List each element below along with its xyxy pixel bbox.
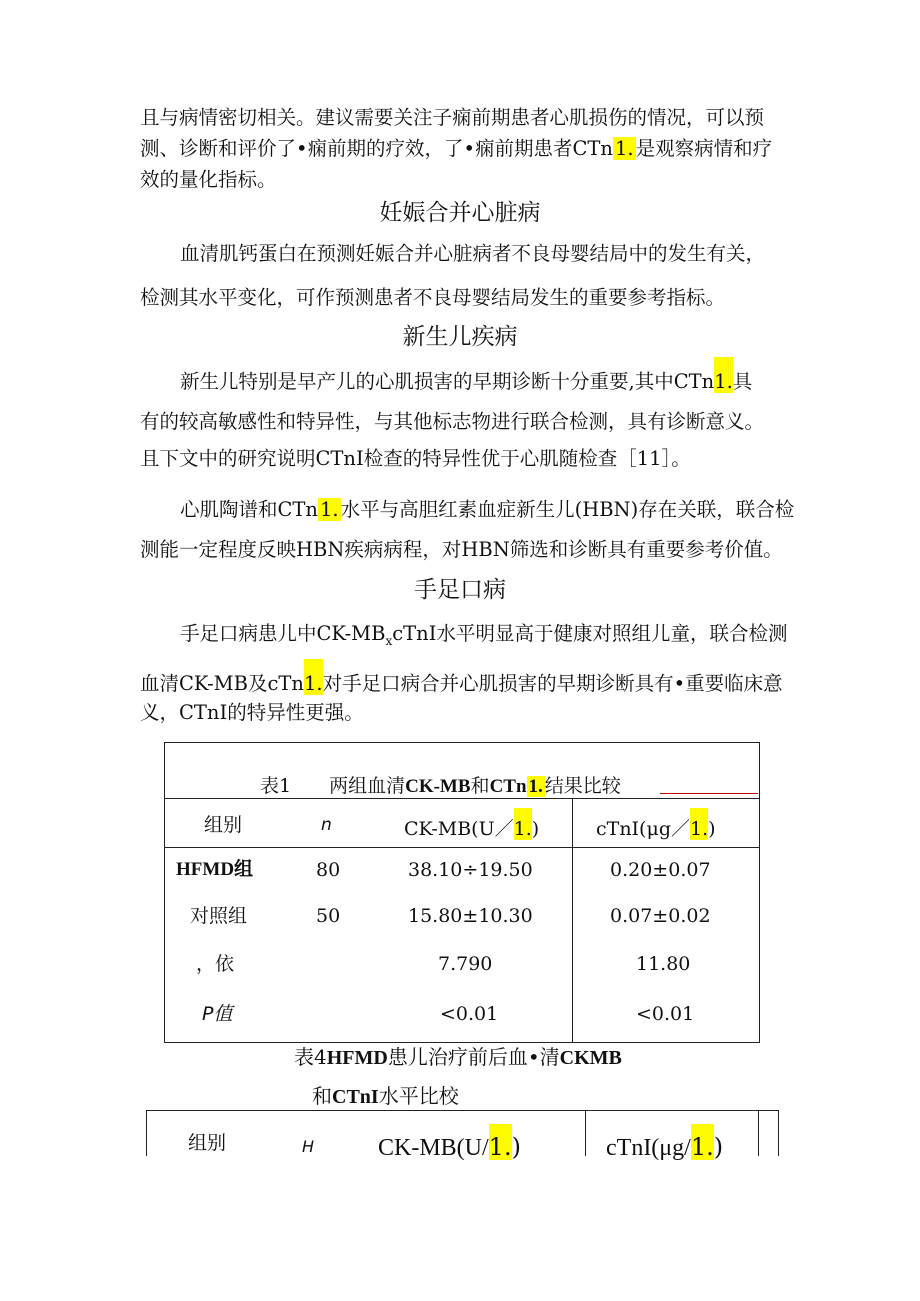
pregnancy-line-1: 血清肌钙蛋白在预测妊娠合并心脏病者不良母婴结局中的发生有关， [180,242,766,265]
table-1-header-ctni-end: ) [708,818,716,840]
hfmd-line-2 [140,659,790,695]
table-2-caption-text: 患儿治疗前后血•清 [387,1045,560,1069]
neonatal-line-1 [140,357,790,399]
table-1-row-1-group: HFMD组 [176,859,254,880]
table-2-header-ckmb-end: ) [511,1133,521,1161]
highlight-mark: 1. [489,1124,512,1160]
table-1-row-2-n: 50 [316,905,341,927]
table-1-row-1-ctni: 0.20±0.07 [610,859,711,881]
table-1-row-2-group: 对照组 [190,905,248,927]
table-2-caption-line-1 [294,1044,622,1071]
neonatal-line-1-tail: 具 [732,370,753,393]
table-2-right-border [778,1110,779,1156]
table-1-column-divider [572,798,573,1042]
table-1-header-ctni-text: cTnI(μg／ [596,818,690,840]
hfmd-line-1-text: 手足口病患儿中CK-MB [180,622,386,645]
p-value-symbol: P [202,1003,214,1025]
table-1-row-4-ctni: <0.01 [636,1003,695,1025]
neonatal-p2-line-2: 测能一定程度反映HBN疾病病程，对HBN筛选和诊断具有重要参考价值。 [140,538,783,561]
table-2-caption-and: 和 [312,1084,332,1108]
neonatal-paragraph-2 [140,494,795,565]
table-1-caption-tail: 结果比较 [544,775,621,797]
table-2-column-divider [585,1110,586,1156]
highlight-mark: 1. [320,498,339,521]
table-2-number: 表4 [294,1045,327,1069]
table-2-top-rule [146,1110,779,1111]
table-1-header-ctni [596,808,716,842]
table-2-caption-tail: 水平比校 [378,1084,459,1108]
table-1-header-rule [164,847,759,848]
table-1-caption-and: 和 [470,775,490,797]
table-2-caption-ckmb: CKMB [559,1047,622,1069]
table-2-header-group: 组别 [188,1132,227,1154]
table-1-row-4-ckmb: <0.01 [440,1003,499,1025]
intro-paragraph [140,102,790,195]
table-2-header-n: H [302,1137,315,1156]
table-1-caption [260,773,621,800]
table-2-caption-line-2 [312,1083,459,1110]
neonatal-line-1-text: 新生儿特别是早产儿的心肌损害的早期诊断十分重要,其中CTn [180,370,715,393]
hfmd-line-1-sub: x [385,633,393,648]
table-2-caption-hfmd: HFMD [326,1047,388,1069]
table-1-caption-ctn: CTn [489,776,527,797]
hfmd-line-1-tail: cTnI水平明显高于健康对照组儿童，联合检测 [392,622,788,645]
table-1-header-group: 组别 [204,814,243,836]
table-2-header-ckmb [378,1124,521,1163]
intro-line-2-text: 测、诊断和评价了•痫前期的疗效，了•痫前期患者CTn [140,137,613,160]
hfmd-line-1 [140,618,790,649]
table-1-caption-text: 两组血清 [329,775,406,797]
hfmd-line-2-tail: 对手足口病合并心肌损害的早期诊断具有•重要临床意 [322,672,783,695]
intro-line-1: 且与病情密切相关。建议需要关注子痫前期患者心肌损伤的情况，可以预 [140,106,765,129]
highlight-mark: 1. [528,776,543,797]
table-1-row-3-group: ，依 [196,953,235,975]
neonatal-p2-line-1 [140,494,795,525]
neonatal-p2-line-1-text: 心肌陶谱和CTn [180,498,318,521]
intro-line-2 [140,133,790,164]
hfmd-paragraph [140,618,790,728]
highlight-mark: 1. [514,808,532,840]
table-1-header-ckmb-text: CK-MB(U／ [404,818,514,840]
table-1-header-n: n [321,815,332,835]
table-1-row-4-label: 值 [213,1003,233,1025]
table-2-caption-ctni: CTnI [332,1086,379,1108]
table-1-row-4-group [202,1001,232,1027]
table-1-header-ckmb-end: ) [531,818,540,840]
table-2-header-ctni-text: cTnI(μg/ [606,1135,691,1161]
pregnancy-paragraph [140,238,790,313]
section-heading-neonatal: 新生儿疾病 [402,324,518,350]
neonatal-paragraph-1 [140,357,790,474]
highlight-mark: 1. [691,1124,714,1160]
table-1-caption-ckmb: CK-MB [405,776,471,797]
highlight-mark: 1. [615,137,634,160]
table-1-row-3-ctni: 11.80 [636,953,691,975]
table-2-header-ctni [606,1124,723,1163]
highlight-mark: 1. [304,659,323,695]
hfmd-line-3: 义，CTnI的特异性更强。 [140,701,364,724]
section-heading-hfmd: 手足口病 [414,577,506,603]
table-2-header-ctni-end: ) [713,1133,724,1161]
section-heading-pregnancy: 妊娠合并心脏病 [379,200,541,226]
table-1-red-underline [660,793,758,794]
highlight-mark: 1. [714,357,733,393]
table-1-row-1-n: 80 [316,859,341,881]
intro-line-2-tail: 是观察病情和疗 [635,137,773,160]
neonatal-line-2: 有的较高敏感性和特异性，与其他标志物进行联合检测，具有诊断意义。 [140,410,765,433]
table-2-header-ckmb-text: CK-MB(U/ [378,1135,489,1161]
table-1-row-2-ckmb: 15.80±10.30 [408,905,533,927]
table-1-row-3-ckmb: 7.790 [438,953,493,975]
neonatal-p2-line-1-tail: 水平与高胆红素血症新生儿(HBN)存在关联，联合检 [340,498,795,521]
hfmd-line-2-text: 血清CK-MB及cTn [140,672,304,695]
neonatal-line-3: 且下文中的研究说明CTnI检查的特异性优于心肌随检查［11］。 [140,447,691,470]
table-1-row-2-ctni: 0.07±0.02 [610,905,711,927]
table-2-right-border-inner [758,1110,759,1156]
table-1-row-1-ckmb: 38.10÷19.50 [408,859,533,881]
highlight-mark: 1. [690,808,708,840]
table-1-number: 表1 [260,775,292,797]
intro-line-3: 效的量化指标。 [140,168,277,191]
pregnancy-line-2: 检测其水平变化，可作预测患者不良母婴结局发生的重要参考指标。 [140,286,726,309]
table-2-left-border [146,1110,147,1156]
table-1-header-ckmb [404,808,539,842]
